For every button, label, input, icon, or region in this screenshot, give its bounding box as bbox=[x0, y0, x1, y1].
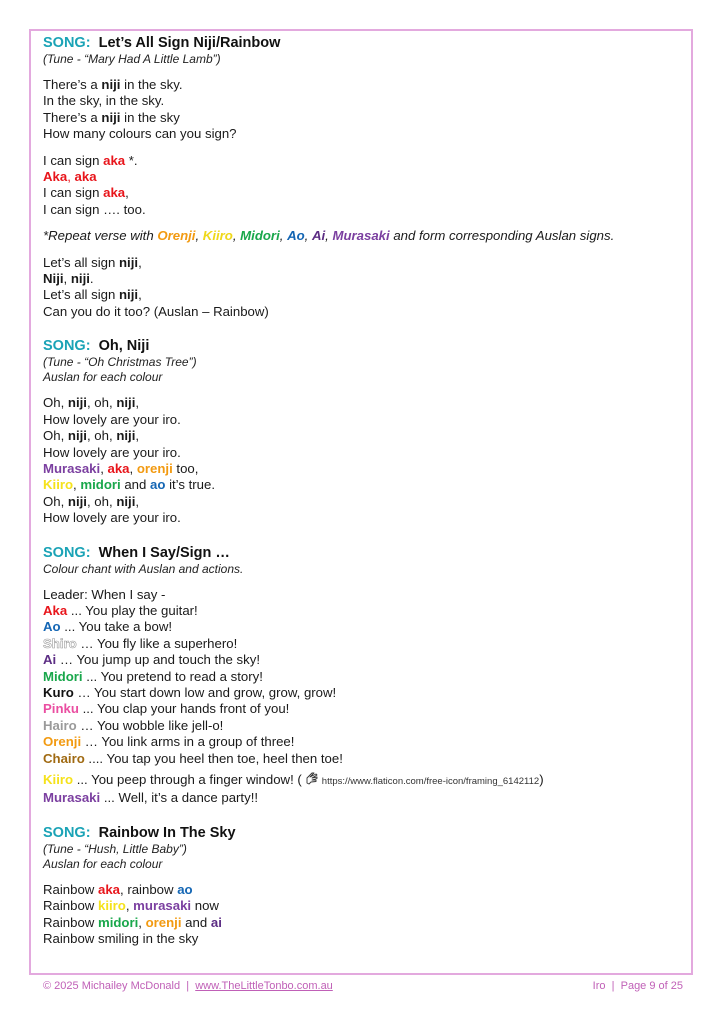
song-tune: (Tune - “Oh Christmas Tree”) bbox=[43, 355, 197, 370]
song-lets-all-sign-niji bbox=[43, 35, 683, 320]
lyric-line: There’s a niji in the sky bbox=[43, 109, 180, 125]
list-item: Pinku ... You clap your hands front of you! bbox=[43, 701, 290, 717]
stanza bbox=[43, 882, 683, 948]
song-when-i-say-sign bbox=[43, 545, 683, 807]
lyric-line: Rainbow aka, rainbow ao bbox=[43, 881, 193, 897]
lyric-line: Can you do it too? (Auslan – Rainbow) bbox=[43, 303, 269, 319]
framing-hand-icon bbox=[304, 771, 320, 785]
song-note: Auslan for each colour bbox=[43, 856, 163, 871]
lyric-line: Aka, aka bbox=[43, 169, 97, 185]
stanza bbox=[43, 153, 683, 219]
website-link[interactable]: www.TheLittleTonbo.com.au bbox=[195, 980, 333, 992]
lyric-line: Let’s all sign niji, bbox=[43, 287, 142, 303]
lyric-line: Niji, niji. bbox=[43, 271, 94, 287]
lyric-line: How lovely are your iro. bbox=[43, 510, 181, 526]
song-title: SONG: Oh, Niji bbox=[43, 338, 150, 355]
page-number: Page 9 of 25 bbox=[620, 980, 683, 992]
song-rainbow-in-the-sky bbox=[43, 825, 683, 948]
list-item: Kiiro ... You peep through a finger window! ( https://www.flaticon.com/free-icon/framing_6142112) bbox=[43, 772, 544, 787]
list-item: Ao ... You take a bow! bbox=[43, 619, 173, 635]
list-item: Midori ... You pretend to read a story! bbox=[43, 668, 263, 684]
list-item: Murasaki ... Well, it’s a dance party!! bbox=[43, 790, 259, 806]
song-tune: (Tune - “Mary Had A Little Lamb”) bbox=[43, 52, 221, 66]
chant-list bbox=[43, 587, 683, 807]
lyric-line: Rainbow smiling in the sky bbox=[43, 931, 199, 947]
list-item: Orenji … You link arms in a group of three! bbox=[43, 734, 295, 750]
song-title: SONG: Rainbow In The Sky bbox=[43, 824, 236, 841]
song-title: SONG: Let’s All Sign Niji/Rainbow bbox=[43, 35, 281, 51]
stanza bbox=[43, 77, 683, 143]
lyric-line: How many colours can you sign? bbox=[43, 126, 237, 142]
lyric-line: How lovely are your iro. bbox=[43, 411, 181, 427]
lyric-line: I can sign aka, bbox=[43, 185, 129, 201]
list-item: Shiro … You fly like a superhero! bbox=[43, 635, 238, 651]
lyric-line: Leader: When I say - bbox=[43, 586, 166, 602]
song-note: Auslan for each colour bbox=[43, 370, 163, 385]
list-item: Hairo … You wobble like jell-o! bbox=[43, 717, 224, 733]
stanza bbox=[43, 255, 683, 321]
lyric-line: Oh, niji, oh, niji, bbox=[43, 493, 140, 509]
lyric-line: There’s a niji in the sky. bbox=[43, 77, 183, 92]
song-title: SONG: When I Say/Sign … bbox=[43, 544, 230, 561]
song-tune: (Tune - “Hush, Little Baby”) bbox=[43, 841, 187, 856]
copyright: © 2025 Michailey McDonald bbox=[43, 980, 181, 992]
repeat-note: *Repeat verse with Orenji, Kiiro, Midori, Ao, Ai, Murasaki and form corresponding Auslan signs. bbox=[43, 228, 615, 244]
list-item: Ai … You jump up and touch the sky! bbox=[43, 652, 260, 668]
list-item: Chairo .... You tap you heel then toe, heel then toe! bbox=[43, 750, 343, 766]
lyric-line: Rainbow kiiro, murasaki now bbox=[43, 898, 219, 914]
song-note: Colour chant with Auslan and actions. bbox=[43, 561, 244, 576]
icon-attribution[interactable]: https://www.flaticon.com/free-icon/framing_6142112 bbox=[321, 776, 540, 787]
list-item: Aka ... You play the guitar! bbox=[43, 602, 198, 618]
lyric-line: Kiiro, midori and ao it’s true. bbox=[43, 477, 216, 493]
lyric-line: I can sign …. too. bbox=[43, 201, 146, 217]
stanza bbox=[43, 395, 683, 526]
lyric-line: Rainbow midori, orenji and ai bbox=[43, 914, 222, 930]
page-content bbox=[43, 35, 683, 961]
song-oh-niji bbox=[43, 338, 683, 526]
lyric-line: How lovely are your iro. bbox=[43, 444, 181, 460]
topic-label: Iro bbox=[592, 980, 606, 992]
lyric-line: Let’s all sign niji, bbox=[43, 254, 142, 270]
lyric-line: Murasaki, aka, orenji too, bbox=[43, 460, 199, 476]
page-footer: © 2025 Michailey McDonald | www.TheLittleTonbo.com.au Iro | Page 9 of 25 bbox=[43, 980, 683, 992]
lyric-line: Oh, niji, oh, niji, bbox=[43, 395, 140, 411]
list-item: Kuro … You start down low and grow, grow, grow! bbox=[43, 684, 337, 700]
lyric-line: Oh, niji, oh, niji, bbox=[43, 428, 140, 444]
lyric-line: In the sky, in the sky. bbox=[43, 93, 165, 109]
lyric-line: I can sign aka *. bbox=[43, 152, 138, 168]
